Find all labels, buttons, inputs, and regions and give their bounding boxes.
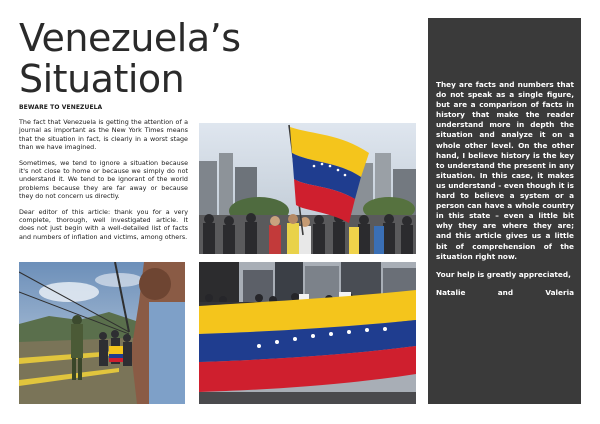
subtitle: BEWARE TO VENEZUELA — [19, 104, 103, 111]
article-body — [19, 118, 188, 248]
signature — [436, 288, 574, 297]
title-line-1: Venezuela’s — [19, 16, 241, 60]
side-paragraph-1: They are facts and numbers that do not speak as a single figure, but are a comparison of facts in history that make the reader understand more in depth the situation and analyze it on a whole other level. On the other hand, I believe history is the key to understand the present in any situation. In this case, it makes us understand - even though it is hard to believe a system or a person can have a whole country in this state – even a little bit why they are where they are; and this article gives us a little bit of comprehension of the situation right now. — [436, 80, 574, 261]
title-line-2: Situation — [19, 57, 185, 101]
paragraph-3: Dear editor of this article: thank you for a very complete, thorough, well investigated article. It does not just begin with a well-detailed list of facts and numbers of inflation and victims, among others. — [19, 207, 188, 241]
signature-and: and — [497, 287, 514, 297]
paragraph-2: Sometimes, we tend to ignore a situation because it's not close to home or because we simply do not understand it. We tend to be ignorant of the world problems because they are far away or because they do not concern us directly. — [19, 158, 188, 201]
bridge-protest-photo — [19, 262, 185, 404]
protest-flag-photo — [199, 123, 416, 254]
page-title — [19, 18, 259, 100]
signature-name-2: Valeria — [545, 287, 574, 297]
side-panel — [428, 18, 581, 404]
side-paragraph-2: Your help is greatly appreciated, — [436, 269, 571, 279]
paragraph-1: The fact that Venezuela is getting the attention of a journal as important as the New York Times means that the situation in fact, is clearly in a worst stage than we have imagined. — [19, 118, 188, 152]
signature-name-1: Natalie — [436, 287, 466, 297]
street-flag-photo — [199, 262, 416, 404]
